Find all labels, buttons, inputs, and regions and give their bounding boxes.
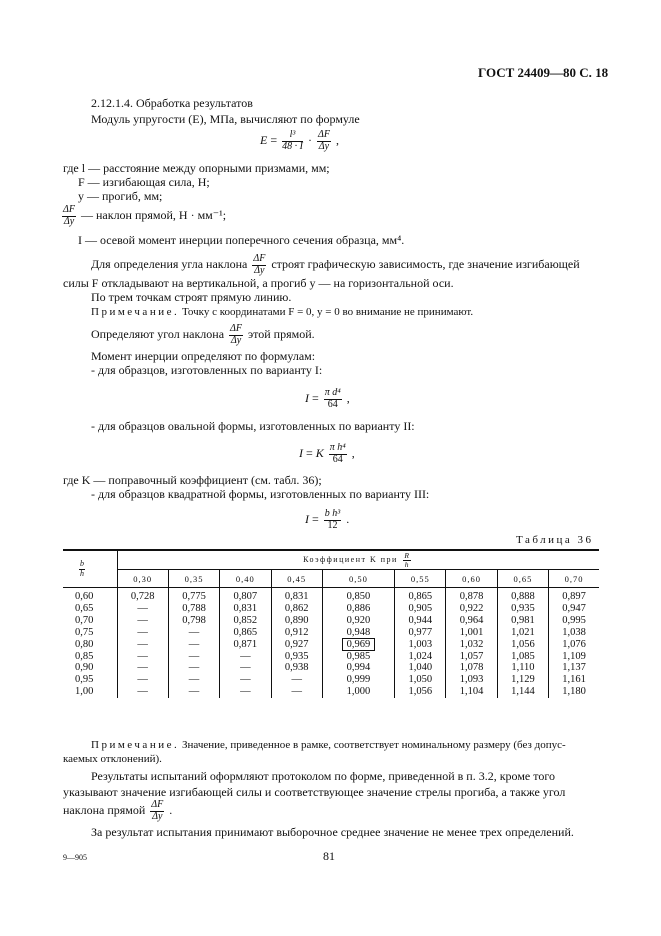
column-header: 0,55	[395, 570, 446, 588]
fraction-num: ΔF	[317, 129, 330, 140]
table-cell: 0,944	[395, 615, 446, 627]
table-cell: 0,938	[271, 662, 322, 674]
table-cell: 0,886	[322, 603, 394, 615]
column-header: 0,50	[322, 570, 394, 588]
formula-inertia-3	[305, 509, 349, 531]
results-line1: Результаты испытаний оформляют протоколом по форме, приведенной в п. 3.2, кроме того	[91, 769, 555, 783]
table-row	[63, 686, 599, 698]
text: Для определения угла наклона	[91, 256, 248, 271]
results-line3	[63, 800, 172, 822]
group-header-text: Коэффициент K при	[303, 554, 398, 564]
table-cell: 0,985	[322, 651, 394, 663]
def-l: где l — расстояние между опорными призмами, мм;	[63, 161, 330, 175]
fraction	[324, 509, 342, 531]
variant-2: - для образцов овальной формы, изготовленных по варианту II:	[91, 419, 415, 433]
table-cell: 0,871	[220, 639, 271, 651]
table-cell: 1,144	[497, 686, 548, 698]
text: Определяют угол наклона	[91, 326, 225, 341]
table-cell: —	[220, 651, 271, 663]
table-row	[63, 627, 599, 639]
note-origin	[91, 306, 473, 319]
note-text: Значение, приведенное в рамке, соответствует номинальному размеру (без допус-	[181, 739, 566, 751]
fraction-den: Δy	[318, 140, 330, 152]
fraction-length	[282, 130, 303, 152]
table-cell: 1,001	[446, 627, 497, 639]
fraction-slope	[317, 130, 331, 152]
table-body	[63, 588, 599, 699]
fraction-num: π d⁴	[324, 387, 341, 398]
formula-eq: =	[312, 390, 319, 405]
table-cell: 0,999	[322, 674, 394, 686]
fraction-num: ΔF	[151, 799, 164, 810]
text: наклона прямой	[63, 802, 146, 817]
row-ratio-cell: 0,60	[75, 591, 94, 602]
text: .	[169, 802, 173, 817]
table-cell: 0,897	[549, 588, 599, 603]
table-row	[63, 588, 599, 603]
table-cell: 0,905	[395, 603, 446, 615]
table-cell: 0,728	[117, 588, 168, 603]
table-cell: 0,981	[497, 615, 548, 627]
row-ratio-cell: 0,70	[75, 614, 94, 626]
table-cell: 0,935	[497, 603, 548, 615]
formula-eq: =	[312, 511, 319, 526]
boxed-value: 0,969	[342, 638, 376, 651]
row-ratio-cell: 1,00	[75, 686, 94, 698]
table-cell: 0,995	[549, 615, 599, 627]
table-cell: 0,775	[168, 588, 219, 603]
table-row	[63, 674, 599, 686]
fraction	[324, 388, 342, 410]
table-cell: 1,093	[446, 674, 497, 686]
table-cell: 1,000	[322, 686, 394, 698]
formula-lhs: E	[260, 132, 268, 147]
table-cell: 0,807	[220, 588, 271, 603]
table-cell: —	[117, 615, 168, 627]
table-row	[63, 651, 599, 663]
table-cell: 0,948	[322, 627, 394, 639]
table-cell: 1,161	[549, 674, 599, 686]
table-cell: 1,040	[395, 662, 446, 674]
variant-1: - для образцов, изготовленных по варианту I:	[91, 363, 323, 377]
table-cell: —	[220, 674, 271, 686]
table-cell: 0,865	[395, 588, 446, 603]
table-cell: —	[168, 674, 219, 686]
column-headers	[63, 570, 599, 588]
table-cell: —	[168, 686, 219, 698]
row-ratio-cell: 0,90	[75, 662, 94, 674]
fraction-num: ΔF	[63, 204, 75, 215]
column-header: 0,60	[446, 570, 497, 588]
column-header: 0,65	[497, 570, 548, 588]
fraction-den: Δy	[254, 264, 265, 276]
fraction	[329, 443, 347, 465]
column-header: 0,70	[549, 570, 599, 588]
coefficient-table	[63, 549, 599, 698]
note-boxed	[91, 739, 566, 752]
table-cell: 0,862	[271, 603, 322, 615]
formula-eq: =	[270, 132, 278, 147]
table-cell: —	[117, 639, 168, 651]
column-header: 0,30	[117, 570, 168, 588]
table-cell: 1,076	[549, 639, 599, 651]
variant-3: - для образцов квадратной формы, изготовленных по варианту III:	[91, 487, 430, 501]
table-cell: 1,109	[549, 651, 599, 663]
def-i: I — осевой момент инерции поперечного сечения образца, мм⁴.	[78, 233, 405, 247]
fraction	[79, 560, 85, 578]
def-y: y — прогиб, мм;	[78, 189, 163, 203]
table-cell: 1,032	[446, 639, 497, 651]
table-cell: 1,104	[446, 686, 497, 698]
table-cell: 0,888	[497, 588, 548, 603]
table-cell: 1,021	[497, 627, 548, 639]
table-cell: —	[117, 651, 168, 663]
fraction-num: b	[80, 559, 84, 569]
formula-inertia-1	[305, 388, 350, 410]
table-cell: 0,890	[271, 615, 322, 627]
row-ratio-cell: 0,95	[75, 674, 94, 686]
table-cell: 1,085	[497, 651, 548, 663]
table-cell: —	[117, 686, 168, 698]
formula-eq: =	[306, 445, 313, 460]
paragraph-angle	[91, 324, 315, 346]
column-header: 0,35	[168, 570, 219, 588]
table-cell: 0,964	[446, 615, 497, 627]
row-ratio-cell: 0,65	[75, 602, 94, 614]
table-cell: 1,129	[497, 674, 548, 686]
table-row	[63, 615, 599, 627]
paragraph-slope	[91, 254, 580, 276]
formula-k: K	[315, 445, 324, 460]
table-cell: 1,024	[395, 651, 446, 663]
table-cell: 1,137	[549, 662, 599, 674]
table-cell: 0,798	[168, 615, 219, 627]
note-text: Точку с координатами F = 0, y = 0 во внимание не принимают.	[181, 306, 474, 318]
fraction-num: ΔF	[230, 323, 242, 334]
table-row	[63, 662, 599, 674]
table-cell: —	[220, 686, 271, 698]
table-cell	[322, 639, 394, 651]
column-header: 0,40	[220, 570, 271, 588]
table-cell: —	[168, 627, 219, 639]
formula-tail: ,	[335, 132, 339, 147]
table-cell: 1,078	[446, 662, 497, 674]
formula-inertia-2	[299, 443, 355, 465]
fraction-den: Δy	[230, 334, 242, 346]
table-cell: 1,057	[446, 651, 497, 663]
formula-dot: ·	[307, 132, 312, 147]
table-cell: —	[168, 639, 219, 651]
table-cell: —	[168, 651, 219, 663]
table-cell: —	[117, 627, 168, 639]
note-label: Примечание.	[91, 739, 180, 751]
fraction-den: 64	[332, 453, 343, 465]
table-cell: 0,788	[168, 603, 219, 615]
fraction-den: 12	[327, 519, 338, 531]
table-cell: 0,912	[271, 627, 322, 639]
table-caption: Таблица 36	[516, 534, 594, 546]
paragraph-three-points: По трем точкам строят прямую линию.	[91, 290, 292, 304]
fraction-num: ΔF	[253, 253, 266, 264]
fraction-den: Δy	[63, 215, 75, 227]
table-cell: —	[117, 662, 168, 674]
text: строят графическую зависимость, где значение изгибающей	[271, 256, 580, 271]
def-slope-text: — наклон прямой, Н · мм⁻¹;	[80, 207, 227, 222]
fraction-den: h	[404, 559, 410, 569]
table-cell: —	[168, 662, 219, 674]
table-cell: 0,994	[322, 662, 394, 674]
table-cell: —	[271, 674, 322, 686]
section-heading: 2.12.1.4. Обработка результатов	[91, 96, 253, 110]
def-f: F — изгибающая сила, Н;	[78, 175, 210, 189]
table-cell: 0,920	[322, 615, 394, 627]
fraction-den: Δy	[152, 810, 163, 822]
fraction-den: h	[80, 568, 84, 578]
modulus-intro: Модуль упругости (Е), МПа, вычисляют по формуле	[91, 112, 360, 126]
table-cell: 1,003	[395, 639, 446, 651]
table-cell: 0,850	[322, 588, 394, 603]
table-cell: 0,922	[446, 603, 497, 615]
table-cell: 0,947	[549, 603, 599, 615]
row-ratio-cell: 0,75	[75, 626, 94, 638]
fraction-den: 48 · I	[282, 140, 303, 152]
table-cell: —	[117, 603, 168, 615]
formula-tail: ,	[351, 445, 355, 460]
table-cell: 0,935	[271, 651, 322, 663]
table-cell: —	[220, 662, 271, 674]
formula-lhs: I	[299, 445, 303, 460]
fraction-slope	[150, 800, 164, 822]
page-header: ГОСТ 24409—80 С. 18	[478, 65, 609, 80]
paragraph-inertia: Момент инерции определяют по формулам:	[91, 349, 316, 363]
formula-lhs: I	[305, 390, 309, 405]
table-cell: 0,927	[271, 639, 322, 651]
table-cell: 1,056	[497, 639, 548, 651]
note-label: Примечание.	[91, 306, 180, 318]
table-cell: —	[117, 674, 168, 686]
fraction-num: R	[404, 550, 411, 560]
fraction-num: l³	[282, 130, 303, 142]
results-final: За результат испытания принимают выборочное среднее значение не менее трех определений.	[91, 825, 574, 839]
col-ratio-header	[63, 550, 117, 588]
table-cell: 0,878	[446, 588, 497, 603]
fraction	[403, 552, 411, 569]
row-ratio-cell: 0,80	[75, 638, 94, 650]
table-cell: 1,050	[395, 674, 446, 686]
table-cell: 0,977	[395, 627, 446, 639]
fraction-slope	[62, 205, 76, 227]
note-boxed-line2: каемых отклонений).	[63, 753, 162, 765]
table-cell: 0,852	[220, 615, 271, 627]
formula-tail: ,	[346, 390, 350, 405]
table-row	[63, 603, 599, 615]
k-definition: где K — поправочный коэффициент (см. табл. 36);	[63, 473, 322, 487]
table-cell: 0,831	[271, 588, 322, 603]
footer-code: 9—905	[63, 853, 87, 862]
table-cell: 1,180	[549, 686, 599, 698]
row-ratio-cell: 0,85	[75, 650, 94, 662]
fraction-slope	[229, 324, 243, 346]
fraction-num: π h⁴	[329, 442, 346, 453]
fraction-slope	[252, 254, 266, 276]
formula-lhs: I	[305, 511, 309, 526]
column-header: 0,45	[271, 570, 322, 588]
table-row	[63, 639, 599, 651]
page-number: 81	[323, 849, 335, 863]
fraction-num: b h³	[324, 508, 341, 519]
table-cell: 1,110	[497, 662, 548, 674]
formula-modulus	[260, 130, 339, 152]
table-cell: 1,038	[549, 627, 599, 639]
table-cell: 0,865	[220, 627, 271, 639]
group-header	[117, 550, 599, 570]
table-cell: 0,831	[220, 603, 271, 615]
def-slope	[60, 205, 226, 227]
fraction-den: 64	[327, 398, 338, 410]
text: этой прямой.	[248, 326, 315, 341]
results-line2: указывают значение изгибающей силы и соответствующее значение стрелы прогиба, а также угол	[63, 785, 566, 799]
table-cell: —	[271, 686, 322, 698]
paragraph-slope-line2: силы F откладывают на вертикальной, а прогиб y — на горизонтальной оси.	[63, 276, 454, 290]
table-cell: 1,056	[395, 686, 446, 698]
formula-tail: .	[346, 511, 350, 526]
